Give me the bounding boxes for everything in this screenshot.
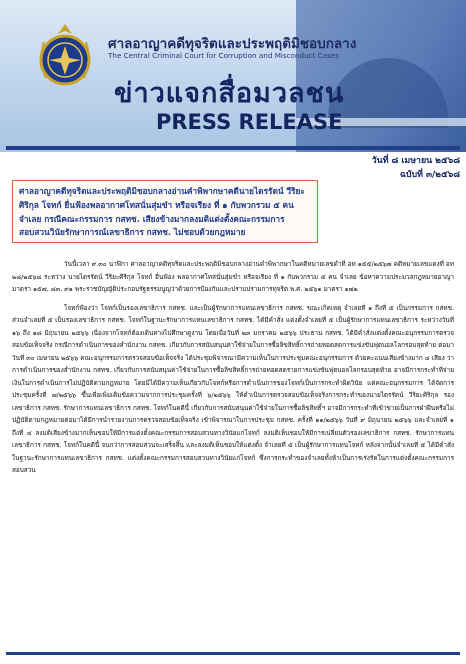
- press-release-title-en: PRESS RELEASE: [156, 110, 343, 134]
- article-body: [12, 258, 454, 483]
- release-date: วันที่ ๘ เมษายน ๒๕๖๘: [371, 156, 460, 166]
- headline-text: ศาลอาญาคดีทุจริตและประพฤติมิชอบกลางอ่านคำพิพากษาคดีนายไตรรัตน์ วีริยะศิริกุล โจทก์ ยื่นฟ้องพลอากาศโทสนั่นสุ่มขำ หรือจเรียง ที่ ๑ กับพวกรวม ๕ คน จำเลย กรณีคณะกรรมการ กสทช. เสียงข้างมากลงมติแต่งตั้งคณะกรรมการสอบสวนวินัยรักษาการณ์เลขาธิการ กสทช. ไม่ชอบด้วยกฎหมาย: [19, 186, 305, 238]
- court-name-th: ศาลอาญาคดีทุจริตและประพฤติมิชอบกลาง: [108, 36, 357, 52]
- headline-box: [12, 180, 318, 243]
- body-paragraph: วันนี้เวลา ๙.๓๐ นาฬิกา ศาลอาญาคดีทุจริตและประพฤติมิชอบกลางอ่านคำพิพากษาในคดีหมายเลขดำที่ อท ๑๕๕/๒๕๖๗ คดีหมายเลขแดงที่ อท ๒๘/๒๕๖๘ ระหว่าง นายไตรรัตน์ วีริยะศิริกุล โจทก์ ยื่นฟ้อง พลอากาศโทสนั่นสุ่มขำ หรือจเรียง ที่ ๑ กับพวกรวม ๕ คน จำเลย ข้อหาความประมวลกฎหมายอาญา มาตรา ๑๕๗, ๘๓, ๙๑ พระราชบัญญัติประกอบรัฐธรรมนูญว่าด้วยการป้องกันและปราบปรามการทุจริต พ.ศ. ๒๕๖๑ มาตรา ๑๗๒: [12, 260, 454, 293]
- header-banner: [0, 0, 466, 152]
- body-paragraph: โจทก์ฟ้องว่า โจทก์เป็นรองเลขาธิการ กสทช. และเป็นผู้รักษาการแทนเลขาธิการ กสทช. ขณะเกิดเหตุ จำเลยที่ ๑ ถึงที่ ๕ เป็นกรรมการ กสทช. ส่วนจำเลยที่ ๕ เป็นรองเลขาธิการ กสทช. โจทก์ในฐานะรักษาการแทนเลขาธิการ กสทช. ได้มีคำสั่ง แต่งตั้งจำเลยที่ ๕ เป็นผู้รักษาการแทนเลขาธิการ ระหว่างวันที่ ๑๖ ถึง ๑๘ มิถุนายน ๒๕๖๖ เนื่องจากโจทก์ต้องเดินทางไปศึกษาดูงาน โดยเมื่อวันที่ ๒๓ มกราคม ๒๕๖๖ ประธาน กสทช. ได้มีคำสั่งแต่งตั้งคณะอนุกรรมการตรวจสอบข้อเท็จจริง กรณีการดำเนินการของสำนักงาน กสทช. เกี่ยวกับการสนับสนุนค่าใช้จ่ายในการซื้อลิขสิทธิ์การถ่ายทอดสดการแข่งขันฟุตบอลโลกรอบสุดท้าย ต่อมาวันที่ ๓๐ เมษายน ๒๕๖๖ คณะอนุกรรมการตรวจสอบข้อเท็จจริง ได้ประชุมพิจารณามีความเห็นในการประชุมคณะอนุกรรมการ ด้วยคะแนนเสียงข้างมาก ๔ เสียง ว่า การดำเนินการของสำนักงาน กสทช. เกี่ยวกับการสนับสนุนค่าใช้จ่ายในการซื้อลิขสิทธิ์การถ่ายทอดสดรายการแข่งขันฟุตบอลโลกรอบสุดท้าย อาจมีการกระทำที่จ่ายเงินในการดำเนินการไม่ปฏิบัติตามกฎหมาย โดยมิได้มีความเห็นเกี่ยวกับโจทก์หรือการดำเนินการของโจทก์เป็นการกระทำผิดวินัย แต่คณะอนุกรรมการ ได้จัดการประชุมครั้งที่ ๗/๒๕๖๖ ขึ้นเพื่อเพิ่มเติมข้อความจากการประชุมครั้งที่ ๖/๒๕๖๖ ให้ดำเนินการตรวจสอบข้อเท็จจริงการกระทำของนายไตรรัตน์ วีริยะศิริกุล รองเลขาธิการ กสทช. รักษาการแทนเลขาธิการ กสทช. โจทก์ในคดีนี้ เกี่ยวกับการสนับสนุนค่าใช้จ่ายในการซื้อลิขสิทธิ์ฯ อาจมีการกระทำที่เข้าข่ายเป็นการฝ่าฝืนหรือไม่ปฏิบัติตามกฎหมายต่อมาได้มีการนำรายงานการตรวจสอบข้อเท็จจริง เข้าพิจารณาในการประชุม กสทช. ครั้งที่ ๑๑/๒๕๖๖ วันที่ ๙ มิถุนายน ๒๕๖๖ และจำเลยที่ ๑ ถึงที่ ๔ ลงมติเสียงข้างมากเห็นชอบให้มีการแต่งตั้งคณะกรรมการสอบสวนทางวินัยแก่โจทก์ ลงมติเห็นชอบให้มีการเปลี่ยนตัวรองเลขาธิการ กสทช. รักษาการแทนเลขาธิการ กสทช. โจทก์ในคดีนี้ จนกว่าการสอบสวนจะเสร็จสิ้น และลงมติเห็นชอบให้แต่งตั้ง จำเลยที่ ๕ เป็นผู้รักษาการแทนโจทก์ หลังจากนั้นจำเลยที่ ๕ ได้มีคำสั่งในฐานะรักษาการแทนเลขาธิการ กสทช. แต่งตั้งคณะกรรมการสอบสวนทางวินัยแก่โจทก์ ซึ่งการกระทำของจำเลยทั้งห้าเป็นการเร่งรัดในการแต่งตั้งคณะกรรมการสอบสวน: [12, 303, 454, 474]
- release-issue: ฉบับที่ ๓/๒๕๖๘: [399, 170, 460, 180]
- court-name-en: The Central Criminal Court for Corruption and Misconduct Cases: [108, 51, 340, 60]
- footer-divider: [6, 652, 460, 655]
- release-meta: [330, 154, 460, 182]
- press-release-title-th: ข่าวแจกสื่อมวลชน: [114, 78, 345, 109]
- header-divider: [6, 146, 460, 150]
- court-seal-icon: [34, 22, 96, 88]
